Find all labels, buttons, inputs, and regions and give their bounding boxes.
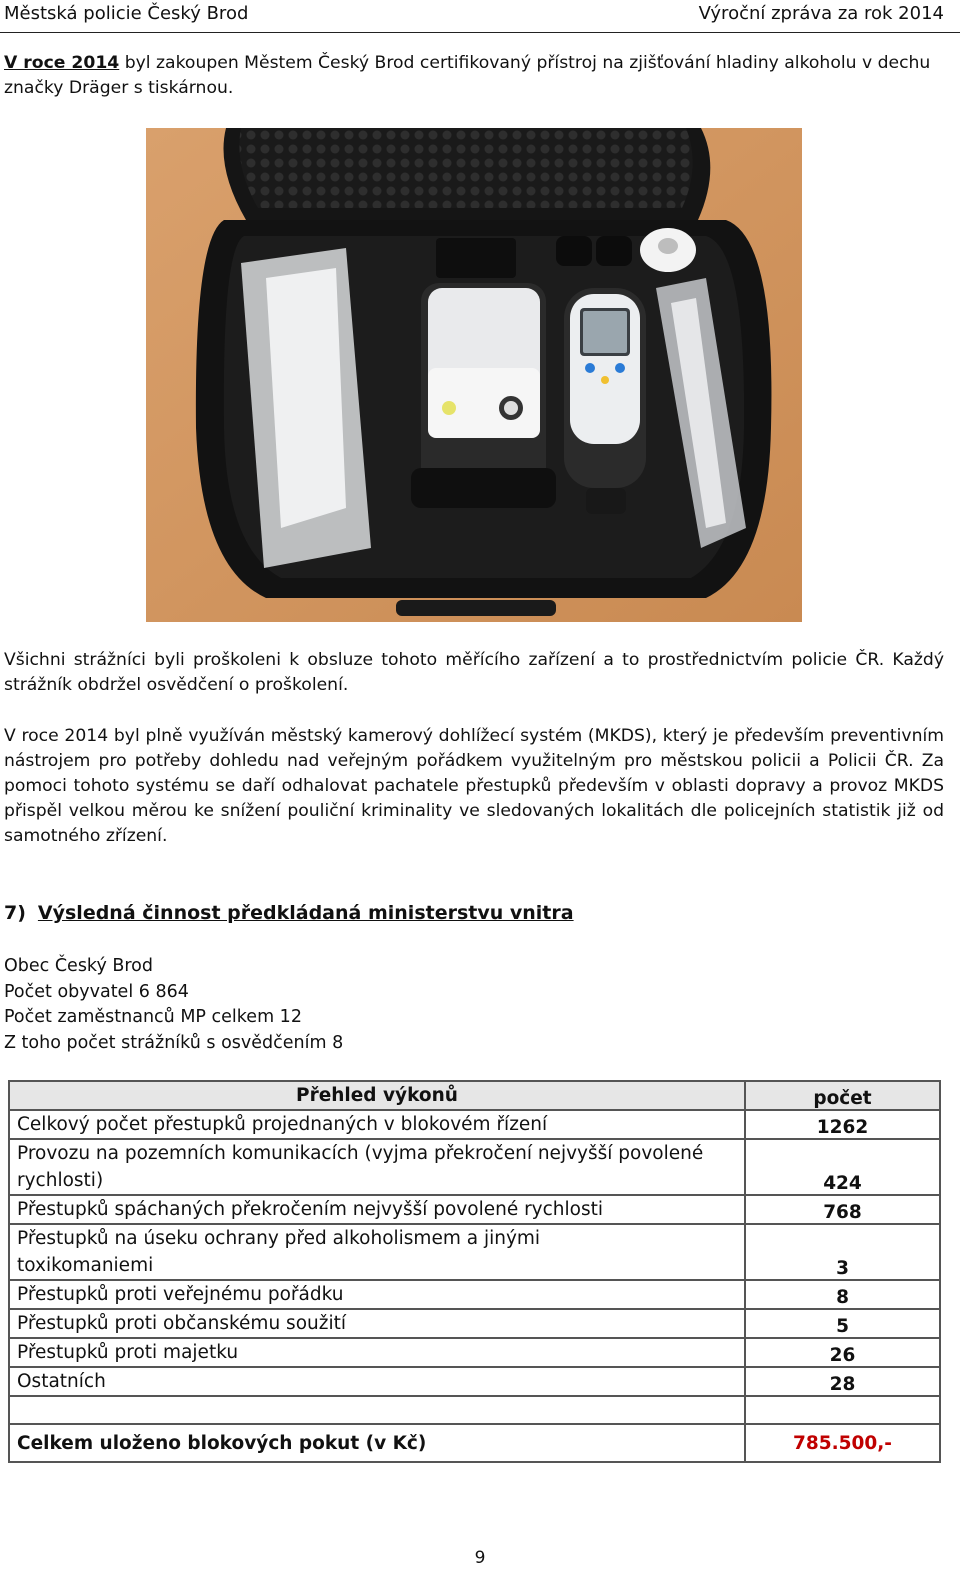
table-header-label: Přehled výkonů — [9, 1081, 745, 1110]
municipality-info — [4, 954, 343, 1056]
row-label: Přestupků na úseku ochrany před alkoholismem a jinými toxikomaniemi — [9, 1224, 745, 1280]
table-empty-row — [9, 1396, 940, 1424]
table-row — [9, 1110, 940, 1139]
total-value: 785.500,- — [745, 1424, 940, 1462]
info-municipality: Obec Český Brod — [4, 956, 153, 976]
row-label: Přestupků proti majetku — [9, 1338, 745, 1367]
row-value: 768 — [745, 1195, 940, 1224]
table-row — [9, 1139, 940, 1195]
empty-cell — [9, 1396, 745, 1424]
row-value: 8 — [745, 1280, 940, 1309]
total-label: Celkem uloženo blokových pokut (v Kč) — [9, 1424, 745, 1462]
row-value: 3 — [745, 1224, 940, 1280]
info-certified-officers: Z toho počet strážníků s osvědčením 8 — [4, 1032, 344, 1053]
header-organization: Městská policie Český Brod — [4, 3, 249, 24]
header-report-title: Výroční zpráva za rok 2014 — [698, 3, 944, 24]
table-row — [9, 1367, 940, 1396]
table-row — [9, 1224, 940, 1280]
intro-lead: V roce 2014 — [4, 53, 120, 73]
table-row — [9, 1280, 940, 1309]
row-value: 26 — [745, 1338, 940, 1367]
table-total-row — [9, 1424, 940, 1462]
table-row — [9, 1195, 940, 1224]
row-label: Ostatních — [9, 1367, 745, 1396]
intro-paragraph — [4, 51, 944, 101]
row-label: Celkový počet přestupků projednaných v blokovém řízení — [9, 1110, 745, 1139]
page-number: 9 — [474, 1548, 486, 1568]
intro-rest: byl zakoupen Městem Český Brod certifikovaný přístroj na zjišťování hladiny alkoholu v dechu značky Dräger s tiskárnou. — [4, 53, 931, 98]
row-value: 5 — [745, 1309, 940, 1338]
row-value: 424 — [745, 1139, 940, 1195]
table-header-row — [9, 1081, 940, 1110]
breathalyzer-case-photo — [146, 128, 802, 622]
table-header-value: počet — [745, 1081, 940, 1110]
section-number: 7) — [4, 902, 26, 924]
section-title: Výsledná činnost předkládaná ministerstvu vnitra — [37, 902, 574, 924]
row-label: Přestupků proti občanskému soužití — [9, 1309, 745, 1338]
row-label: Provozu na pozemních komunikacích (vyjma překročení nejvyšší povolené rychlosti) — [9, 1139, 745, 1195]
row-value: 28 — [745, 1367, 940, 1396]
info-employees: Počet zaměstnanců MP celkem 12 — [4, 1007, 302, 1027]
row-label: Přestupků spáchaných překročením nejvyšší povolené rychlosti — [9, 1195, 745, 1224]
table-row — [9, 1338, 940, 1367]
mkds-paragraph: V roce 2014 byl plně využíván městský kamerový dohlížecí systém (MKDS), který je především preventivním nástrojem pro potřeby dohledu nad veřejným pořádkem využitelným pro městskou policii a Policii ČR. Za pomoci tohoto systému se daří odhalovat pachatele přestupků především v oblasti dopravy a provoz MKDS přispěl velkou měrou ke snížení pouliční kriminality ve sledovaných lokalitách dle policejních statistik již od samotného zřízení. — [4, 726, 944, 846]
info-population: Počet obyvatel 6 864 — [4, 981, 189, 1002]
training-paragraph: Všichni strážníci byli proškoleni k obsluze tohoto měřícího zařízení a to prostřednictvím policie ČR. Každý strážník obdržel osvědčení o proškolení. — [4, 650, 944, 695]
header-divider — [0, 32, 960, 33]
row-value: 1262 — [745, 1110, 940, 1139]
table-row — [9, 1309, 940, 1338]
empty-cell — [745, 1396, 940, 1424]
row-label: Přestupků proti veřejnému pořádku — [9, 1280, 745, 1309]
performance-table — [8, 1080, 941, 1463]
section-heading — [4, 902, 574, 924]
